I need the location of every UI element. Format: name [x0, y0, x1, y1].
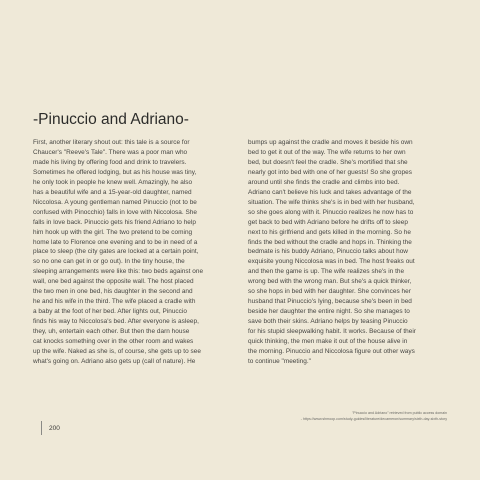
- article-body-right-column: bumps up against the cradle and moves it beside his own bed to get it out of the way. The wife returns to her own bed, but doesn't feel the cradle. She's mortified that she nearly got into bed with one of her guests! So she gropes around until she finds the cradle and climbs into bed. Adriano can't believe his luck and takes advantage of the situation. The wife thinks she's is in bed with her husband, so she goes along with it. Pinuccio realizes he now has to get back to bed with Adriano before he drifts off to sleep next to his girlfriend and gets killed in the morning. So he finds the bed without the cradle and hops in. Thinking the bedmate is his buddy Adriano, Pinuccio talks about how exquisite young Niccolosa was in bed. The host freaks out and then the game is up. The wife realizes she's in the wrong bed with the wrong man. But she's a quick thinker, so she hops in bed with her daughter. She convinces her husband that Pinuccio's lying, because she's been in bed beside her daughter the entire night. So she manages to save both their skins. Adriano helps by teasing Pinuccio for his stupid sleepwalking habit. It works. Because of their quick thinking, the men make it out of the house alive in the morning. Pinuccio and Niccolosa figure out other ways to continue "meeting.": [248, 139, 416, 365]
- page-number: 200: [49, 425, 60, 432]
- page-number-rule: [41, 421, 42, 435]
- footnote-line-1: "Pinuccio and Adriano" retrieved from public access domain: [352, 411, 447, 415]
- footnote-line-2: - https://www.shmoop.com/study-guides/literature/decameron/summary/sixth-day-sixth-story: [300, 417, 447, 421]
- article-title: -Pinuccio and Adriano-: [33, 111, 189, 128]
- article-body-left-column: First, another literary shout out: this tale is a source for Chaucer's "Reeve's Tale". There was a poor man who made his living by offering food and drink to travelers. Sometimes he offered lodging, but as his house was tiny, he only took in people he knew well. Amazingly, he also has a beautiful wife and a 15-year-old daughter, named Niccolosa. A young gentleman named Pinuccio (not to be confused with Pinocchio) falls in love with Niccolosa. She falls in love back. Pinuccio gets his friend Adriano to help him hook up with the girl. The two pretend to be coming home late to Florence one evening and to be in need of a place to sleep (the city gates are locked at a certain point, so no one can get in or go out). In the tiny house, the sleeping arrangements were like this: two beds against one wall, one bed against the opposite wall. The host placed the two men in one bed, his daughter in the second and he and his wife in the third. The wife placed a cradle with a baby at the foot of her bed. After lights out, Pinuccio finds his way to Niccolosa's bed. After everyone is asleep, they, uh, entertain each other. But then the darn house cat knocks something over in the other room and wakes up the wife. Naked as she is, of course, she gets up to see what's going on. Adriano also gets up (call of nature). He: [33, 139, 204, 365]
- source-footnote: [207, 410, 447, 422]
